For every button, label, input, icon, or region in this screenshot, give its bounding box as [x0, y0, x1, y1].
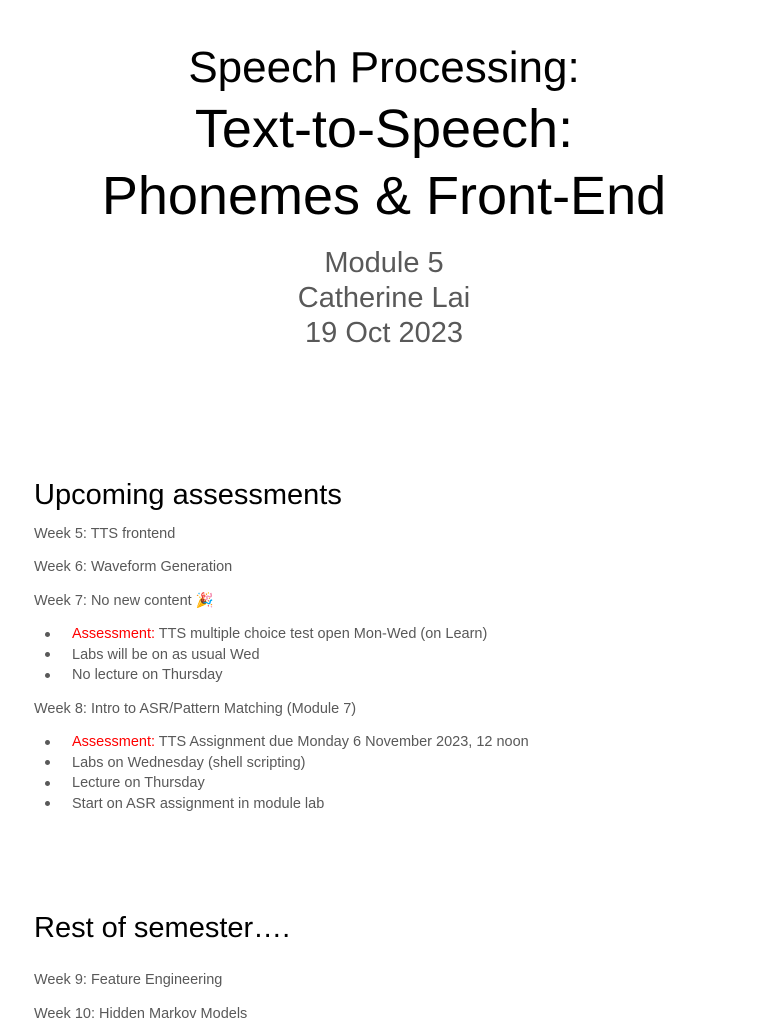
bullet-icon	[45, 652, 50, 657]
slide-heading: Rest of semester….	[34, 912, 291, 944]
list-item	[0, 665, 768, 686]
assessment-label: Assessment:	[72, 626, 155, 642]
title-slide	[0, 0, 768, 430]
author-name: Catherine Lai	[297, 282, 471, 314]
list-item-text: TTS multiple choice test open Mon-Wed (on Learn)	[155, 626, 488, 642]
bullet-icon	[45, 632, 50, 637]
module-label: Module 5	[324, 247, 444, 279]
week-9-line: Week 9: Feature Engineering	[34, 972, 223, 988]
bullet-icon	[45, 781, 50, 786]
bullet-icon	[45, 673, 50, 678]
list-item	[0, 773, 768, 794]
week-8-line: Week 8: Intro to ASR/Pattern Matching (Module 7)	[34, 701, 357, 717]
list-item-text: TTS Assignment due Monday 6 November 2023, 12 noon	[155, 734, 529, 750]
list-item-text: Start on ASR assignment in module lab	[72, 795, 325, 812]
bullet-icon	[45, 760, 50, 765]
title-line-2: Text-to-Speech:	[194, 99, 574, 159]
rest-of-semester-slide	[0, 870, 768, 1024]
bullet-icon	[45, 801, 50, 806]
list-item-text: Lecture on Thursday	[72, 775, 205, 791]
list-item-text: No lecture on Thursday	[72, 667, 223, 683]
week-7-text: Week 7: No new content	[34, 593, 196, 609]
list-item	[0, 732, 768, 753]
list-item	[0, 753, 768, 774]
assessment-label: Assessment:	[72, 734, 155, 750]
week-6-line: Week 6: Waveform Generation	[34, 559, 233, 575]
assessments-slide	[0, 440, 768, 860]
week-8-list	[0, 732, 768, 814]
party-popper-icon: 🎉	[195, 593, 214, 609]
slide-heading: Upcoming assessments	[34, 479, 342, 511]
week-7-line	[34, 592, 214, 610]
week-7-list	[0, 624, 768, 686]
week-10-line: Week 10: Hidden Markov Models	[34, 1006, 248, 1022]
list-item	[0, 794, 768, 815]
lecture-date: 19 Oct 2023	[305, 317, 463, 349]
list-item	[0, 645, 768, 666]
list-item-text: Labs on Wednesday (shell scripting)	[72, 754, 306, 771]
week-5-line: Week 5: TTS frontend	[34, 526, 176, 542]
title-line-3: Phonemes & Front-End	[101, 166, 667, 226]
title-line-1: Speech Processing:	[188, 43, 580, 92]
list-item-text: Labs will be on as usual Wed	[72, 646, 260, 663]
bullet-icon	[45, 740, 50, 745]
list-item	[0, 624, 768, 645]
